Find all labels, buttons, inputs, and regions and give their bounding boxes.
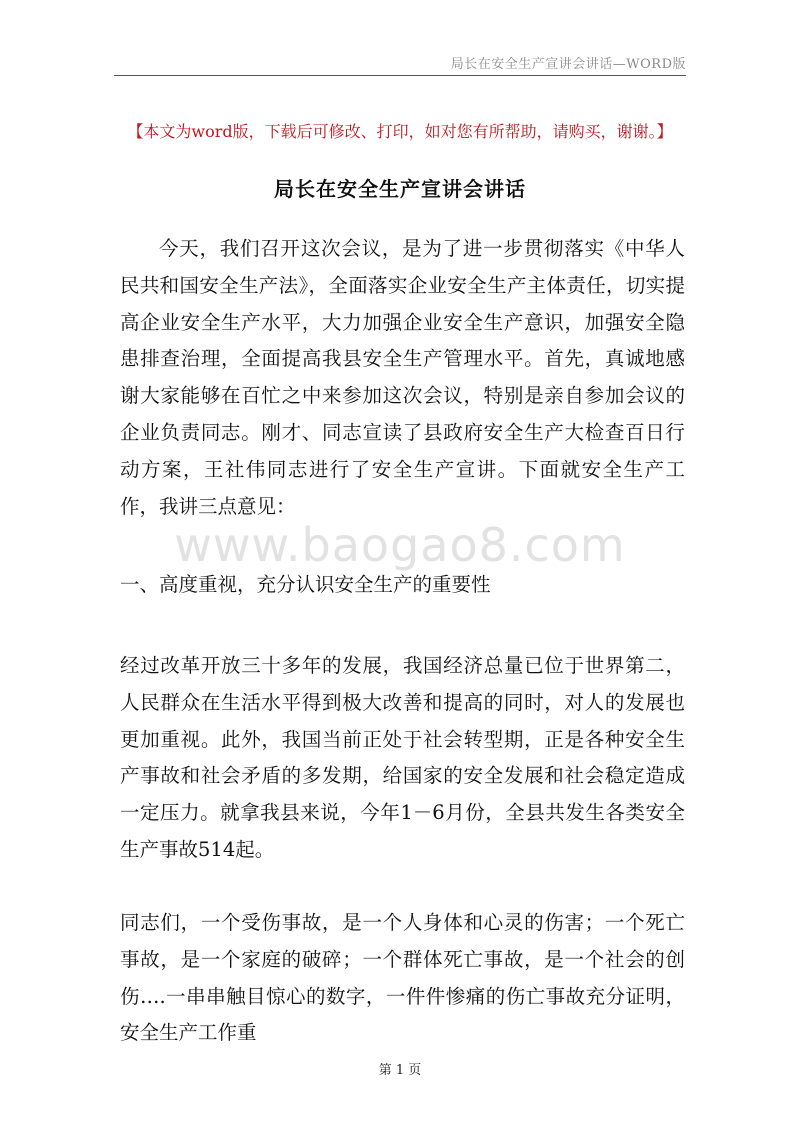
watermark: www.baogao8.com (174, 518, 626, 572)
page-number: 第 1 页 (378, 1063, 422, 1078)
paragraph-development: 经过改革开放三十多年的发展，我国经济总量已位于世界第二，人民群众在生活水平得到极大改善和提高的同时，对人的发展也更加重视。此外，我国当前正处于社会转型期，正是各种安全生产事故和社会矛盾的多发期，给国家的安全发展和社会稳定造成一定压力。就拿我县来说，今年1－6月份，全县共发生各类安全生产事故514起。 (120, 654, 685, 861)
purchase-notice: 【本文为word版，下载后可修改、打印，如对您有所帮助，请购买，谢谢。】 (127, 122, 673, 141)
section-heading: 一、高度重视，充分认识安全生产的重要性 (120, 573, 491, 596)
running-header: 局长在安全生产宣讲会讲话—WORD版 (450, 57, 686, 72)
paragraph-intro: 今天，我们召开这次会议，是为了进一步贯彻落实《中华人民共和国安全生产法》，全面落实企业安全生产主体责任，切实提高企业安全生产水平，大力加强企业安全生产意识，加强安全隐患排查治理，全面提高我县安全生产管理水平。首先，真诚地感谢大家能够在百忙之中来参加这次会议，特别是亲自参加会议的企业负责同志。刚才、同志宣读了县政府安全生产大检查百日行动方案，王社伟同志进行了安全生产宣讲。下面就安全生产工作，我讲三点意见： (120, 237, 685, 518)
document-title: 局长在安全生产宣讲会讲话 (274, 177, 526, 201)
header-divider (114, 75, 686, 76)
paragraph-comrades: 同志们，一个受伤事故，是一个人身体和心灵的伤害；一个死亡事故，是一个家庭的破碎；一个群体死亡事故，是一个社会的创伤….一串串触目惊心的数字，一件件惨痛的伤亡事故充分证明，安全生产工作重 (120, 911, 685, 1045)
